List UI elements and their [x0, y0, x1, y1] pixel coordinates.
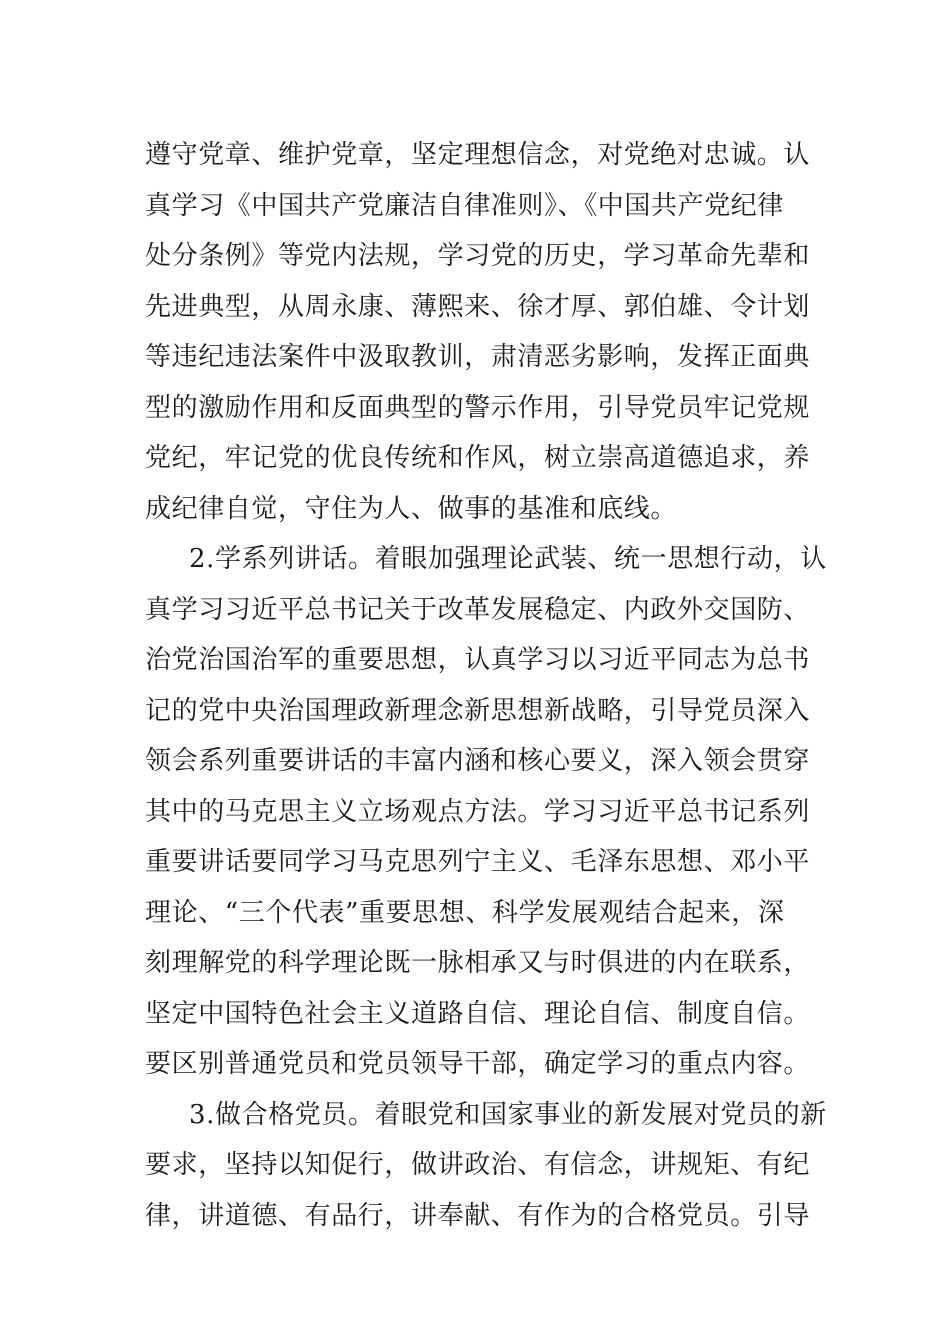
paragraph-3-line-3: 律，讲道德、有品行，讲奉献、有作为的合格党员。引导	[145, 1200, 811, 1231]
paragraph-2-line-11: 要区别普通党员和党员领导干部，确定学习的重点内容。	[145, 1049, 811, 1079]
paragraph-3-line-1: 3.做合格党员。着眼党和国家事业的新发展对党员的新	[189, 1099, 827, 1130]
paragraph-2-line-8: 理论、“三个代表”重要思想、科学发展观结合起来，深	[145, 897, 785, 928]
paragraph-1-line-3: 处分条例》等党内法规，学习党的历史，学习革命先辈和	[145, 241, 811, 271]
paragraph-1-line-2: 真学习《中国共产党廉洁自律准则》、《中国共产党纪律	[145, 190, 785, 221]
paragraph-1-line-8: 成纪律自觉，守住为人、做事的基准和底线。	[145, 493, 678, 524]
paragraph-2-line-10: 坚定中国特色社会主义道路自信、理论自信、制度自信。	[145, 998, 811, 1029]
paragraph-2-line-3: 治党治国治军的重要思想，认真学习以习近平同志为总书	[145, 645, 811, 675]
paragraph-1-line-1: 遵守党章、维护党章，坚定理想信念，对党绝对忠诚。认	[145, 140, 811, 170]
paragraph-2-line-6: 其中的马克思主义立场观点方法。学习习近平总书记系列	[145, 796, 811, 827]
paragraph-2-line-7: 重要讲话要同学习马克思列宁主义、毛泽东思想、邓小平	[145, 847, 811, 877]
paragraph-1-line-7: 党纪，牢记党的优良传统和作风，树立崇高道德追求，养	[145, 443, 811, 473]
paragraph-3-line-2: 要求，坚持以知促行，做讲政治、有信念，讲规矩、有纪	[145, 1150, 811, 1180]
paragraph-2-line-5: 领会系列重要讲话的丰富内涵和核心要义，深入领会贯穿	[145, 746, 811, 776]
paragraph-1-line-6: 型的激励作用和反面典型的警示作用，引导党员牢记党规	[145, 392, 811, 423]
paragraph-2-line-1: 2.学系列讲话。着眼加强理论武装、统一思想行动，认	[189, 544, 827, 574]
paragraph-1-line-4: 先进典型，从周永康、薄熙来、徐才厚、郭伯雄、令计划	[145, 291, 811, 322]
paragraph-2-line-9: 刻理解党的科学理论既一脉相承又与时俱进的内在联系，	[145, 948, 811, 978]
paragraph-2-line-2: 真学习习近平总书记关于改革发展稳定、内政外交国防、	[145, 594, 811, 625]
document-body	[145, 130, 827, 1241]
paragraph-1-line-5: 等违纪违法案件中汲取教训，肃清恶劣影响，发挥正面典	[145, 342, 811, 372]
paragraph-2-line-4: 记的党中央治国理政新理念新思想新战略，引导党员深入	[145, 695, 811, 726]
